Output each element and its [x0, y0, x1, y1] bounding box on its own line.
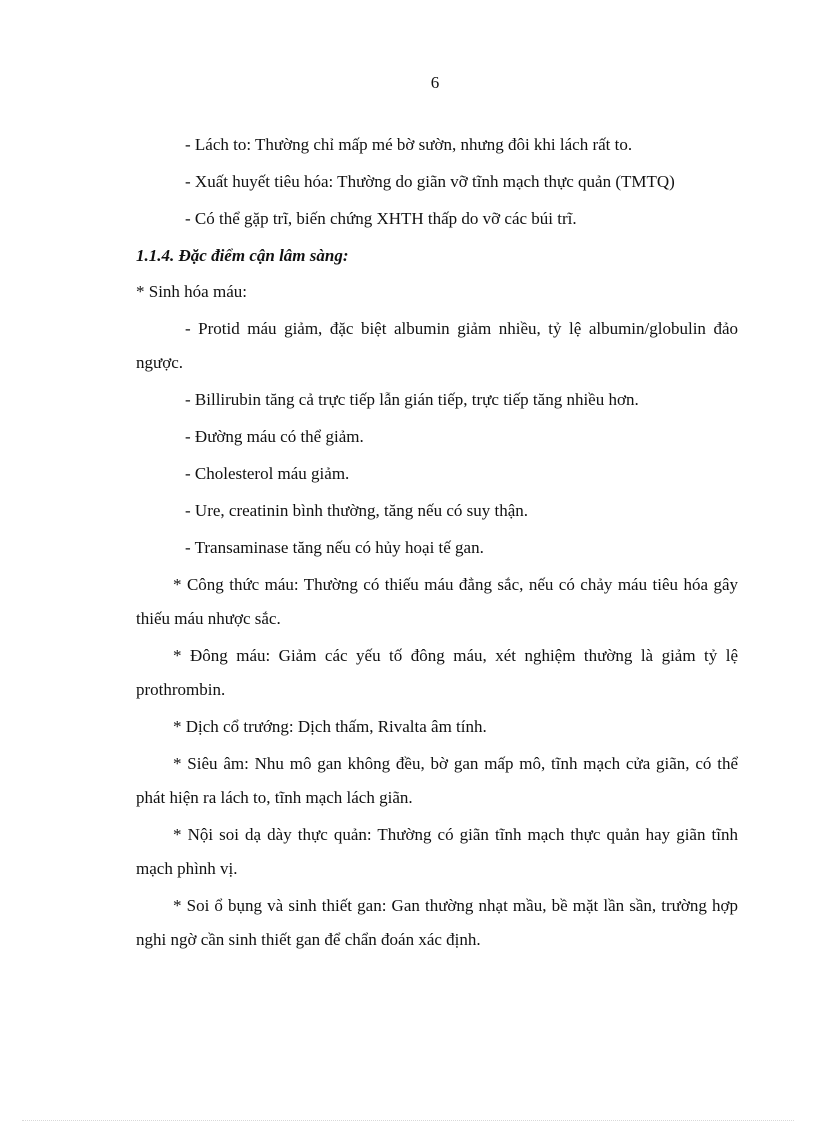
- paragraph: - Lách to: Thường chỉ mấp mé bờ sườn, nhưng đôi khi lách rất to.: [185, 135, 633, 154]
- page-number: 6: [430, 73, 440, 92]
- paragraph: - Protid máu giảm, đặc biệt albumin giảm nhiều, tỷ lệ albumin/globulin đảo ngược.: [136, 319, 738, 372]
- paragraph: * Sinh hóa máu:: [136, 282, 247, 301]
- paragraph: - Có thể gặp trĩ, biến chứng XHTH thấp do vỡ các búi trĩ.: [185, 209, 577, 228]
- paragraph: - Đường máu có thể giảm.: [185, 427, 364, 446]
- paragraph: - Ure, creatinin bình thường, tăng nếu có suy thận.: [185, 501, 529, 520]
- paragraph: * Soi ổ bụng và sinh thiết gan: Gan thường nhạt mầu, bề mặt lần sần, trường hợp nghi ngờ cần sinh thiết gan để chẩn đoán xác định.: [136, 896, 738, 949]
- paragraph: - Billirubin tăng cả trực tiếp lẫn gián tiếp, trực tiếp tăng nhiều hơn.: [185, 390, 639, 409]
- paragraph: - Transaminase tăng nếu có hủy hoại tế gan.: [185, 538, 484, 557]
- paragraph: * Đông máu: Giảm các yếu tố đông máu, xét nghiệm thường là giảm tỷ lệ prothrombin.: [136, 646, 738, 699]
- page-bottom-rule: [22, 1120, 794, 1121]
- paragraph: - Cholesterol máu giảm.: [185, 464, 350, 483]
- section-heading: 1.1.4. Đặc điểm cận lâm sàng:: [136, 246, 349, 265]
- document-body: [136, 128, 738, 960]
- paragraph: * Siêu âm: Nhu mô gan không đều, bờ gan mấp mô, tĩnh mạch cửa giãn, có thể phát hiện ra lách to, tĩnh mạch lách giãn.: [136, 754, 738, 807]
- paragraph: * Nội soi dạ dày thực quản: Thường có giãn tĩnh mạch thực quản hay giãn tĩnh mạch phình vị.: [136, 825, 738, 878]
- paragraph: - Xuất huyết tiêu hóa: Thường do giãn vỡ tĩnh mạch thực quản (TMTQ): [185, 172, 675, 191]
- paragraph: * Dịch cổ trướng: Dịch thấm, Rivalta âm tính.: [173, 717, 487, 736]
- paragraph: * Công thức máu: Thường có thiếu máu đẳng sắc, nếu có chảy máu tiêu hóa gây thiếu máu nhược sắc.: [136, 575, 738, 628]
